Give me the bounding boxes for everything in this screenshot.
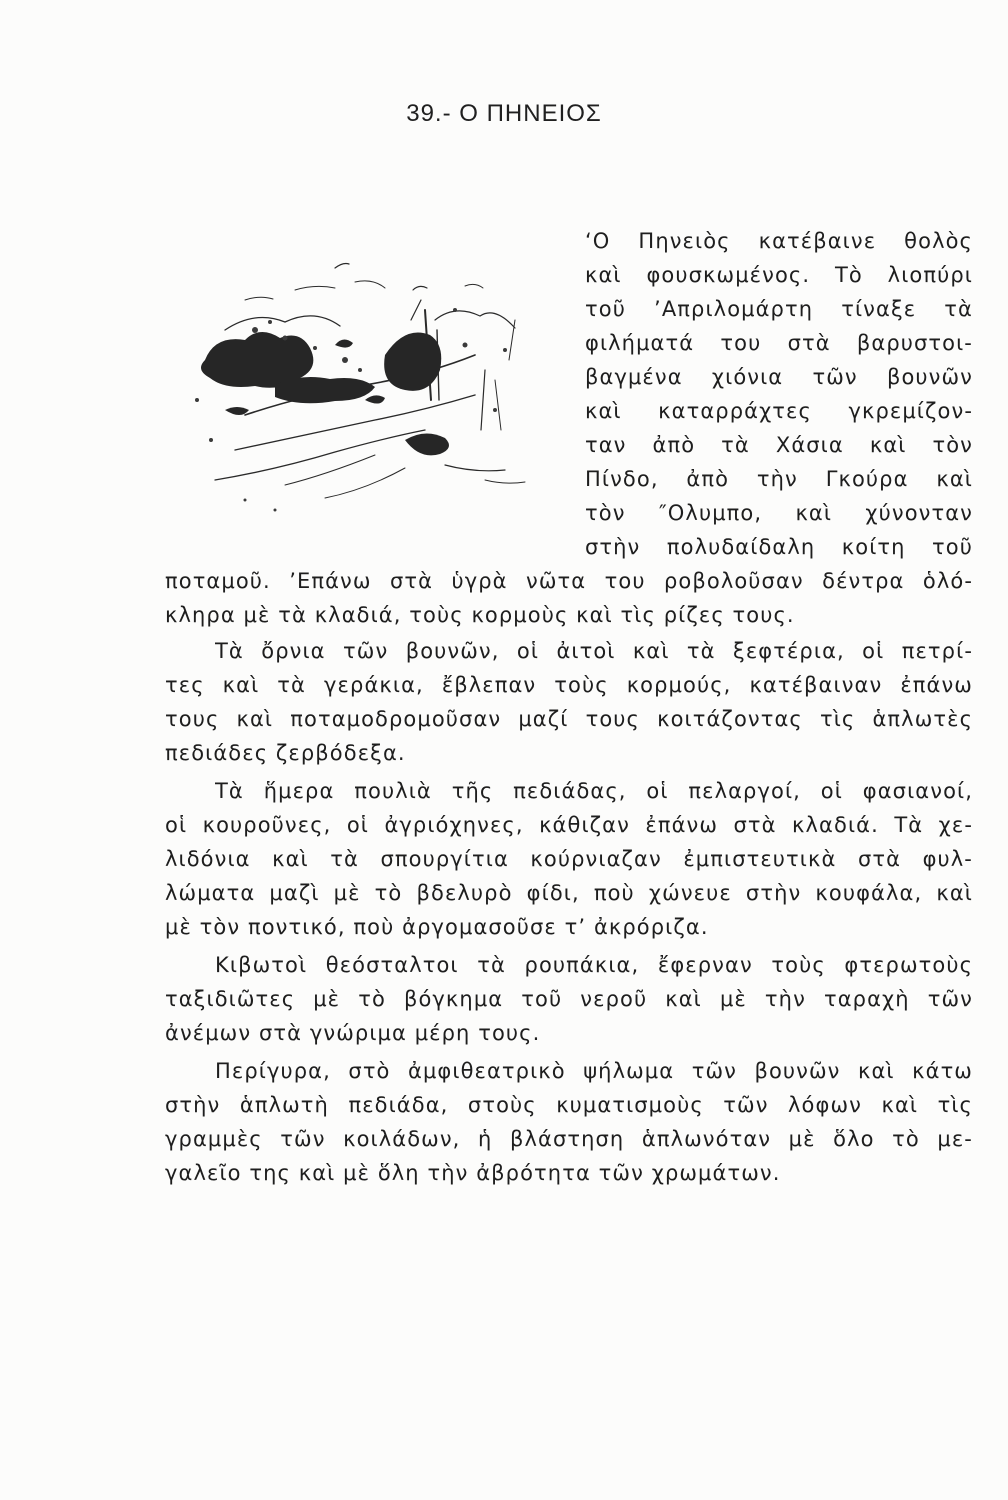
text-line: τες καὶ τὰ γεράκια, ἔβλεπαν τοὺς κορμούς, κατέβαιναν ἐπάνω	[165, 673, 973, 697]
text-line: οἱ κουροῦνες, οἱ ἀγριόχηνες, κάθιζαν ἐπάνω στὰ κλαδιά. Τὰ χε-	[165, 813, 973, 837]
text-line: πεδιάδες ζερβόδεξα.	[165, 741, 406, 765]
text-line: λιδόνια καὶ τὰ σπουργίτια κούρνιαζαν ἐμπιστευτικὰ στὰ φυλ-	[165, 847, 973, 871]
text-line: τὸν ″Ολυμπο, καὶ χύνονταν	[585, 501, 973, 525]
text-line: λώματα μαζὶ μὲ τὸ βδελυρὸ φίδι, ποὺ χώνευε στὴν κουφάλα, καὶ	[165, 881, 973, 905]
text-line: γαλεῖο της καὶ μὲ ὅλη τὴν ἀβρότητα τῶν χρωμάτων.	[165, 1161, 781, 1185]
text-line: καὶ φουσκωμένος. Τὸ λιοπύρι	[585, 263, 973, 287]
text-line: κληρα μὲ τὰ κλαδιά, τοὺς κορμοὺς καὶ τὶς ρίζες τους.	[165, 603, 795, 627]
text-line: Πίνδο, ἀπὸ τὴν Γκούρα καὶ	[585, 467, 973, 491]
text-line: ‘Ο Πηνειὸς κατέβαινε θολὸς	[585, 229, 973, 253]
text-line: ταξιδιῶτες μὲ τὸ βόγκημα τοῦ νεροῦ καὶ μὲ τὴν ταραχὴ τῶν	[165, 987, 973, 1011]
text-line: βαγμένα χιόνια τῶν βουνῶν	[585, 365, 973, 389]
text-line: τους καὶ ποταμοδρομοῦσαν μαζί τους κοιτάζοντας τὶς ἁπλωτὲς	[165, 707, 973, 731]
text-line: καὶ καταρράχτες γκρεμίζον-	[585, 399, 973, 423]
text-line: Τὰ ὄρνια τῶν βουνῶν, οἱ ἀιτοὶ καὶ τὰ ξεφτέρια, οἱ πετρί-	[215, 639, 973, 663]
text-line: γραμμὲς τῶν κοιλάδων, ἡ βλάστηση ἁπλωνόταν μὲ ὅλο τὸ με-	[165, 1127, 973, 1151]
chapter-title: 39.- Ο ΠΗΝΕΙΟΣ	[406, 100, 602, 127]
text-line: ταν ἀπὸ τὰ Χάσια καὶ τὸν	[585, 433, 973, 457]
text-line: ἀνέμων στὰ γνώριμα μέρη τους.	[165, 1021, 541, 1045]
landscape-sketch-icon	[185, 250, 545, 520]
text-line: τοῦ ’Απριλομάρτη τίναξε τὰ	[585, 297, 973, 321]
text-line: Κιβωτοὶ θεόσταλτοι τὰ ρουπάκια, ἔφερναν τοὺς φτερωτοὺς	[215, 953, 973, 977]
text-line: ποταμοῦ. ’Επάνω στὰ ὑγρὰ νῶτα του ροβολοῦσαν δέντρα ὁλό-	[165, 569, 973, 593]
text-line: στὴν πολυδαίδαλη κοίτη τοῦ	[585, 535, 973, 559]
text-line: μὲ τὸν ποντικό, ποὺ ἀργομασοῦσε τ’ ἀκρόριζα.	[165, 915, 709, 939]
text-line: Τὰ ἥμερα πουλιὰ τῆς πεδιάδας, οἱ πελαργοί, οἱ φασιανοί,	[215, 779, 973, 803]
text-line: στὴν ἁπλωτὴ πεδιάδα, στοὺς κυματισμοὺς τῶν λόφων καὶ τὶς	[165, 1093, 973, 1117]
text-line: Περίγυρα, στὸ ἀμφιθεατρικὸ ψήλωμα τῶν βουνῶν καὶ κάτω	[215, 1059, 973, 1083]
text-line: φιλήματά του στὰ βαρυστοι-	[585, 331, 973, 355]
